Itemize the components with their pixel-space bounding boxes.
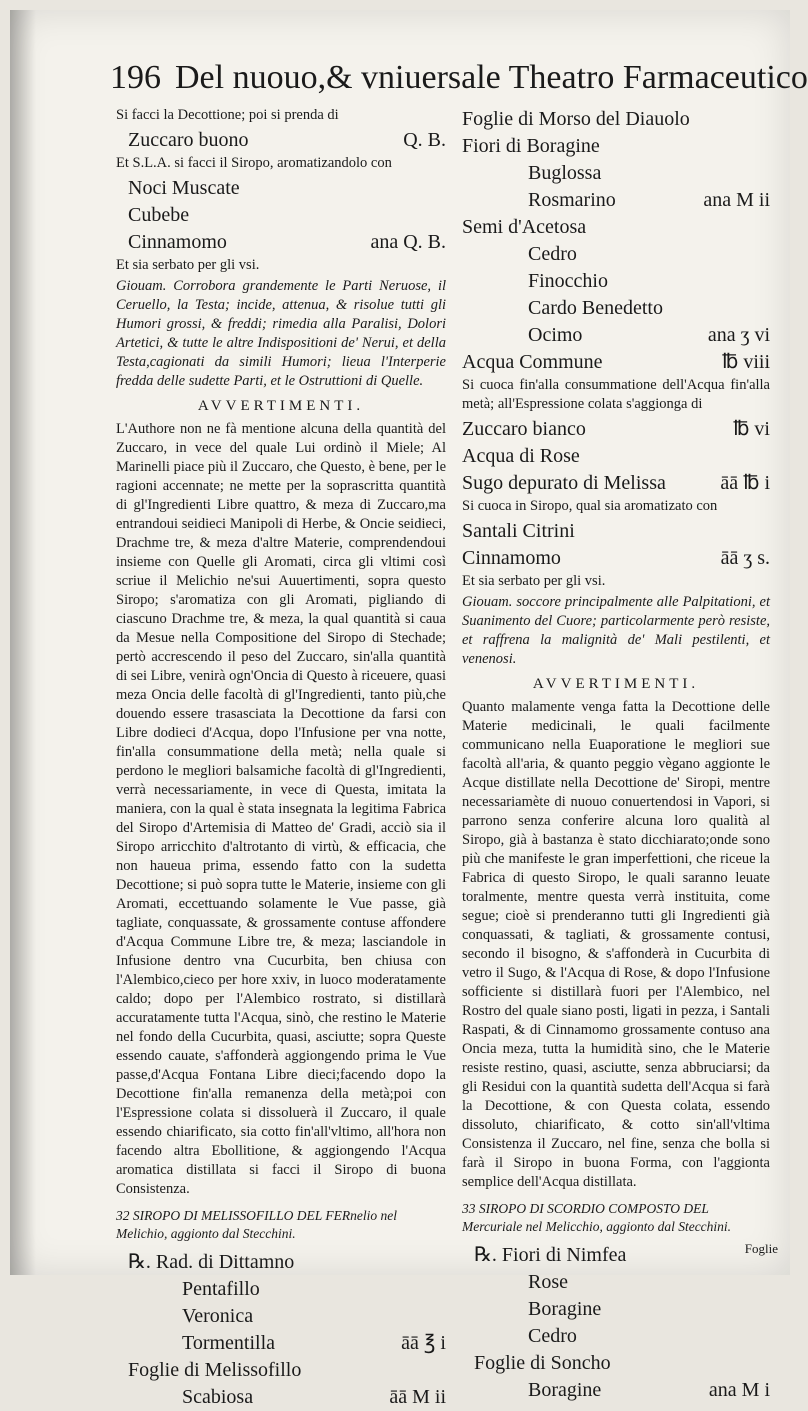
page-header [110,56,808,100]
ingredient-dose: ana Q. B. [370,231,446,253]
ingredient-name: Boragine [528,1379,602,1401]
right-avvertimenti-text: Quanto malamente venga fatta la Decottione delle Materie medicinali, le quali facilmente communicano nella Euaporatione le megliori sue facoltà all'aria, & quanto peggio vègano aggionte le Acque distillate nella Decottione de' Siropi, mentre necessariamète di nuouo conuertendosi in Vapori, si parrono senza conferire alcuna loro qualità al Siropo, già à bastanza è stato dicchiarato;onde sono più che manifeste le gran imperfettioni, che riceue la Fabrica di questo Siropo, le quali saranno leuate toralmente, mentre questa verrà instituita, come segue; cioè si prenderanno tutti gli Ingredienti già conquassati, & tagliati, & grossamente contusi, secondo il bisogno, & s'affonderà in Cucurbita di vetro il Sugo, & l'Acqua di Rose, & dopo l'Infusione sofficiente si distillarà fuori per l'Alembico, nel Rostro del quale siano posti, ligati in pezza, i Santali Raspati, & di Cinnamomo grossamente contuso ana Oncia meza, tutta la humidità sino, che le Materie resiste restino, quasi, asciutte, senza abbruciarsi; da gli Residui con la quantità sudetta dell'Acqua si farà la Decottione, & con Questa colata, essendo dissoluto, chiarificato, & cotto sin'all'vltima Consistenza il Zuccaro, nel fine, senza che bolla si farà il Siropo in buona Forma, con l'aggionta semplice dell'Acqua distillata. [462,699,770,1190]
left-avvertimenti-text: L'Authore non ne fà mentione alcuna della quantità del Zuccaro, in vece del quale Lui ordinò il Miele; Al Marinelli piace più il Zuccaro, che Questo, è bene, per le ragioni accennate; ne mette per la soprascritta quantità di gl'Ingredienti Libre quattro, & meza di Zuccaro,ma entrandoui seidieci Manipoli di Herbe, & Oncie seidieci, Drachme tre, & meza d'altre Materie, comprendendoui insieme con Quelle gli Aromati, circa gli vltimi così scriue il Melichio ne'sui Auuertimenti, sopra questo Siropo; s'aromatiza con gli Aromati, pigliando di ciascuno Drachme tre, & meza, la qual quantità si caua da Mesue nella Compositione del Siropo di Stechade; pertò accrescendo il peso del Zuccaro, sin'alla quantità di sei Libre, venirà ogn'Oncia di Questo à riceuere, quasi meza Oncia delle facoltà di gl'Ingredienti, tanto più,che douendo essere trasasciata la Decottione da farsi con Libre dodieci d'Acqua, dopo l'Infusione per vna notte, fin'alla consummatione della metà; nella quale si perdono le megliori balsamiche facoltà di gl'Ingredienti, verrà necessariamente, in vece di Questa, imitata la maniera, con la qual è stata insegnata la legitima Fabrica del Siropo d'Artemisia di Matteo de' Gradi, acciò sia il Siropo arricchito d'altrotanto di virtù, & efficacia, che non haueua prima, essendo fatto con la sudetta Decottione; si può sopra tutte le Materie, insieme con gli Aromati, eccettuando solamente le Vue passe, già tagliate, conquassate, & grossamente contuse affondere d'Acqua Commune Libre tre, & meza; lasciandole in Infusione dentro vna Cucurbita, ben chiusa con l'Alembico,cieco per hore xxiv, in luoco moderatamente caldo; dopo per l'Alembico rostrato, si distillarà accuratamente tutta l'Acqua, sinò, che restino le Materie nel fondo della Cucurbita, quasi, asciutte; sopra Queste essendo cauate, s'affonderà aggiongendo prima le Vue passe,d'Acqua Fontana Libre dieci;facendo dopo la Decottione fin'alla remanenza della metà;poi con l'Espressione colata si dissoluerà il Zuccaro, il quale essendo chiarificato, sia cotto fin'all'vltimo, all'hora non facendo altra Ebollitione, & aggiongendo l'Acqua aromatica distillata si facci il Siropo di buona Consistenza. [116,421,446,1197]
ingredient-name: Fiori di Boragine [462,135,600,157]
ingredient-row [462,470,770,497]
ingredient-name: Rose [528,1271,568,1293]
left-column [116,106,446,1411]
ingredient-name: Cardo Benedetto [528,297,663,319]
recipe33-list [462,1242,770,1404]
recipe32-list [116,1249,446,1411]
ingredient-name: Tormentilla [182,1332,276,1354]
ingredient-dose: āā ℔ i [720,472,770,494]
ingredient-row [462,106,770,133]
ingredient-row [116,1276,446,1303]
ingredient-dose: ana M ii [703,189,770,211]
ingredient-name: Ocimo [528,324,583,346]
ingredient-row [116,1384,446,1411]
ingredient-dose [760,1296,770,1323]
ingredient-row [462,133,770,160]
left-serbato: Et sia serbato per gli vsi. [116,257,260,273]
ingredient-dose: āā ℥ i [401,1332,446,1354]
ingredient-name: Buglossa [528,162,602,184]
ingredient-row [462,349,770,376]
right-serbato: Et sia serbato per gli vsi. [462,573,606,589]
ingredient-dose [436,1249,446,1276]
ingredient-row [462,518,770,545]
ingredient-dose [760,214,770,241]
catchword: Foglie [744,1241,778,1256]
left-avvertimenti-heading: AVVERTIMENTI. [197,398,365,414]
right-avvertimenti-heading: AVVERTIMENTI. [532,676,700,692]
ingredient-row [116,175,446,202]
ingredient-name: Acqua Commune [462,351,603,373]
ingredient-dose: āā ʒ s. [720,547,770,569]
ingredient-name: Cinnamomo [128,231,227,253]
book-page [10,10,808,1408]
ingredient-name: Foglie di Soncho [474,1352,611,1374]
ingredient-dose [436,175,446,202]
ingredient-name: Cubebe [128,204,190,226]
ingredient-dose [436,1357,446,1384]
ingredient-dose [760,1323,770,1350]
ingredient-row [462,416,770,443]
ingredient-row [462,1269,770,1296]
ingredient-row [462,1377,770,1404]
ingredient-row [116,1303,446,1330]
ingredient-name: Cedro [528,1325,577,1347]
left-spices-list [116,175,446,256]
ingredient-dose [436,1276,446,1303]
ingredient-name: Scabiosa [182,1386,254,1408]
ingredient-name: Veronica [182,1305,254,1327]
right-giouam: Giouam. soccore principalmente alle Palpitationi, et Suanimento del Cuore; particolarmente però resiste, et raffrena la malignità de' Mali pestilenti, et venenosi. [462,594,770,667]
right-ingredients-top [462,106,770,376]
ingredient-dose [760,241,770,268]
ingredient-dose [760,268,770,295]
ingredient-row [116,1357,446,1384]
ingredient-row [462,545,770,572]
ingredient-row [116,229,446,256]
ingredient-name: Zuccaro bianco [462,418,586,440]
ingredient-row [462,187,770,214]
ingredient-dose: ℔ viii [721,351,770,373]
ingredient-row [462,214,770,241]
ingredient-dose [760,1350,770,1377]
ingredient-name: Pentafillo [182,1278,260,1300]
ingredient-dose: ana M i [708,1379,770,1401]
ingredient-row [462,268,770,295]
ingredient-name: Cinnamomo [462,547,561,569]
ingredient-dose [760,106,770,133]
ingredient-name: Noci Muscate [128,177,240,199]
ingredient-row [462,1296,770,1323]
recipe32-title: 32 SIROPO DI MELISSOFILLO DEL FERnelio nel Melichio, aggionto dal Stecchini. [116,1208,397,1241]
ingredient-name: Semi d'Acetosa [462,216,587,238]
page-gutter-shadow [10,10,36,1275]
ingredient-dose [436,202,446,229]
ingredient-row [462,1323,770,1350]
ingredient-dose [760,1269,770,1296]
ingredient-name: Zuccaro buono [128,129,249,151]
ingredient-name: Foglie di Morso del Diauolo [462,108,690,130]
ingredient-row [462,295,770,322]
ingredient-row [462,1242,770,1269]
ingredient-dose [760,295,770,322]
ingredient-row [116,1249,446,1276]
right-ingredients-mid [462,416,770,497]
running-title: Del nuouo,& vniuersale Theatro Farmaceutico [175,59,808,96]
ingredient-name: Boragine [528,1298,602,1320]
ingredient-row [462,443,770,470]
ingredient-dose: Q. B. [403,129,446,151]
ingredient-row [462,241,770,268]
ingredient-dose [760,518,770,545]
right-cuoca-2: Si cuoca in Siropo, qual sia aromatizato con [462,498,718,514]
ingredient-dose: ana ʒ vi [707,324,770,346]
page-number: 196 [110,59,161,96]
ingredient-name: Finocchio [528,270,608,292]
left-giouam: Giouam. Corrobora grandemente le Parti Neruose, il Ceruello, la Testa; incide, attenua, & risolue tutti gli Humori grossi, & freddi; rimedia alla Paralisi, Dolori Artetici, & tutte le altre Indispositioni de' Nerui, et della Testa,cagionati da simili Humori; lieua l'Interperie fredda delle sudette Parti, et le Ostruttioni di Quelle. [116,278,446,389]
ingredient-dose [760,160,770,187]
ingredient-name: Sugo depurato di Melissa [462,472,666,494]
ingredient-dose: āā M ii [389,1386,446,1408]
ingredient-dose [760,443,770,470]
left-zuccaro-row [116,127,446,154]
left-intro: Si facci la Decottione; poi si prenda di [116,107,339,123]
ingredient-dose [436,1303,446,1330]
ingredient-row [116,1330,446,1357]
ingredient-name: Santali Citrini [462,520,575,542]
ingredient-name: ℞. Fiori di Nimfea [474,1244,627,1266]
ingredient-name: Cedro [528,243,577,265]
ingredient-name: Acqua di Rose [462,445,580,467]
ingredient-dose: ℔ vi [733,418,770,440]
ingredient-row [462,160,770,187]
recipe33-title: 33 SIROPO DI SCORDIO COMPOSTO DEL Mercuriale nel Melicchio, aggionto dal Stecchini. [462,1201,732,1234]
ingredient-row [462,1350,770,1377]
ingredient-name: Foglie di Melissofillo [128,1359,302,1381]
ingredient-dose [760,133,770,160]
right-cuoca-1: Si cuoca fin'alla consummatione dell'Acqua fin'alla metà; all'Espressione colata s'aggionga di [462,377,770,412]
ingredient-name: ℞. Rad. di Dittamno [128,1251,295,1273]
ingredient-row [116,202,446,229]
left-et-sla: Et S.L.A. si facci il Siropo, aromatizandolo con [116,155,392,171]
right-column [462,106,770,1404]
ingredient-row [462,322,770,349]
ingredient-name: Rosmarino [528,189,616,211]
right-ingredients-aroma [462,518,770,572]
